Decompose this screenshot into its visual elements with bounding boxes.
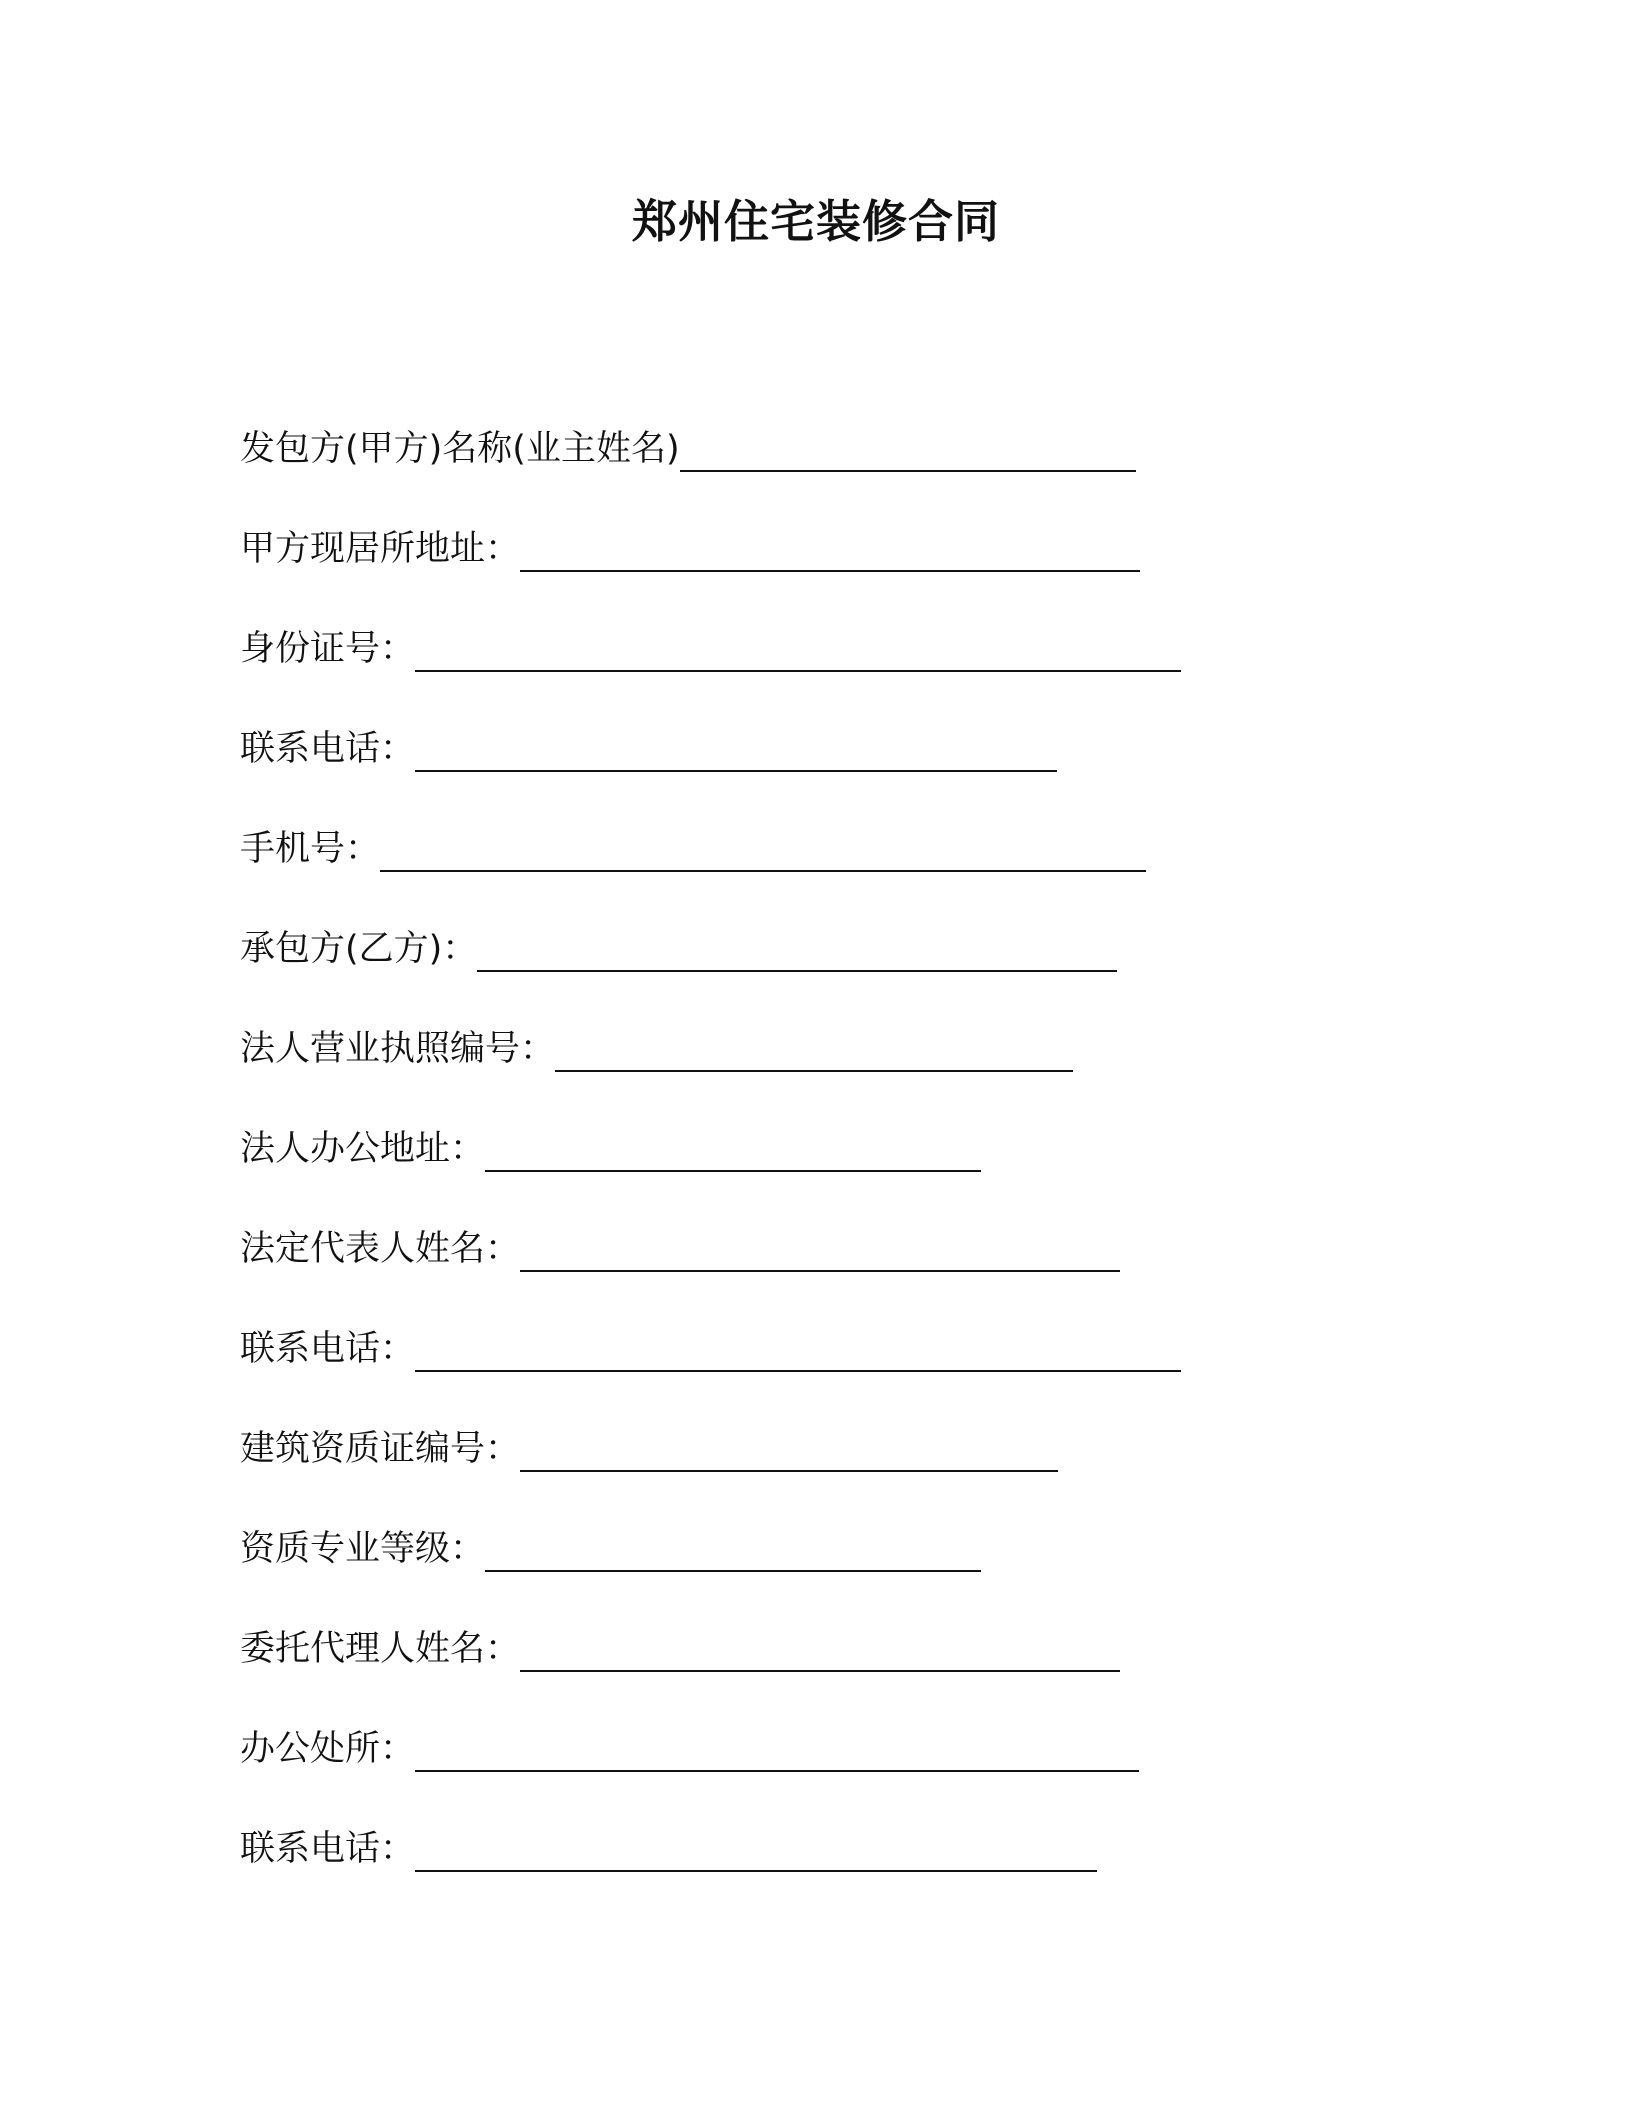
field-label: 联系电话： — [240, 1829, 416, 1869]
field-blank[interactable] — [415, 1730, 1139, 1772]
field-label: 委托代理人姓名： — [240, 1629, 521, 1669]
field-label: 承包方(乙方)： — [240, 929, 478, 969]
field-label: 法定代表人姓名： — [240, 1229, 521, 1269]
field-row-id-number — [240, 624, 1540, 724]
field-row-qualification-level — [240, 1524, 1540, 1624]
field-blank[interactable] — [477, 930, 1117, 972]
field-blank[interactable] — [485, 1530, 981, 1572]
field-label: 法人营业执照编号： — [240, 1029, 556, 1069]
field-blank[interactable] — [380, 830, 1146, 872]
field-row-party-a-name — [240, 424, 1540, 524]
field-blank[interactable] — [555, 1030, 1073, 1072]
field-row-mobile — [240, 824, 1540, 924]
field-row-office-address — [240, 1124, 1540, 1224]
field-blank[interactable] — [485, 1130, 981, 1172]
field-row-qualification-cert — [240, 1424, 1540, 1524]
field-row-office — [240, 1724, 1540, 1824]
field-blank[interactable] — [415, 1330, 1181, 1372]
field-row-agent-name — [240, 1624, 1540, 1724]
field-label: 办公处所： — [240, 1729, 416, 1769]
field-row-legal-rep — [240, 1224, 1540, 1324]
field-row-business-license — [240, 1024, 1540, 1124]
field-blank[interactable] — [520, 1430, 1058, 1472]
field-blank[interactable] — [520, 530, 1140, 572]
field-label: 资质专业等级： — [240, 1529, 486, 1569]
field-blank[interactable] — [415, 1830, 1097, 1872]
field-blank[interactable] — [520, 1630, 1120, 1672]
field-blank[interactable] — [680, 430, 1136, 472]
party-info-form — [240, 424, 1540, 1924]
document-title: 郑州住宅装修合同 — [631, 195, 1000, 248]
field-row-phone — [240, 1824, 1540, 1924]
field-row-phone — [240, 1324, 1540, 1424]
field-label: 建筑资质证编号： — [240, 1429, 521, 1469]
field-blank[interactable] — [415, 630, 1181, 672]
field-label: 联系电话： — [240, 729, 416, 769]
field-label: 联系电话： — [240, 1329, 416, 1369]
field-row-party-a-address — [240, 524, 1540, 624]
field-row-phone — [240, 724, 1540, 824]
field-label: 甲方现居所地址： — [240, 529, 521, 569]
field-label: 发包方(甲方)名称(业主姓名) — [240, 429, 680, 469]
field-blank[interactable] — [520, 1230, 1120, 1272]
field-blank[interactable] — [415, 730, 1057, 772]
field-label: 身份证号： — [240, 629, 416, 669]
field-label: 手机号： — [240, 829, 381, 869]
field-row-party-b — [240, 924, 1540, 1024]
field-label: 法人办公地址： — [240, 1129, 486, 1169]
